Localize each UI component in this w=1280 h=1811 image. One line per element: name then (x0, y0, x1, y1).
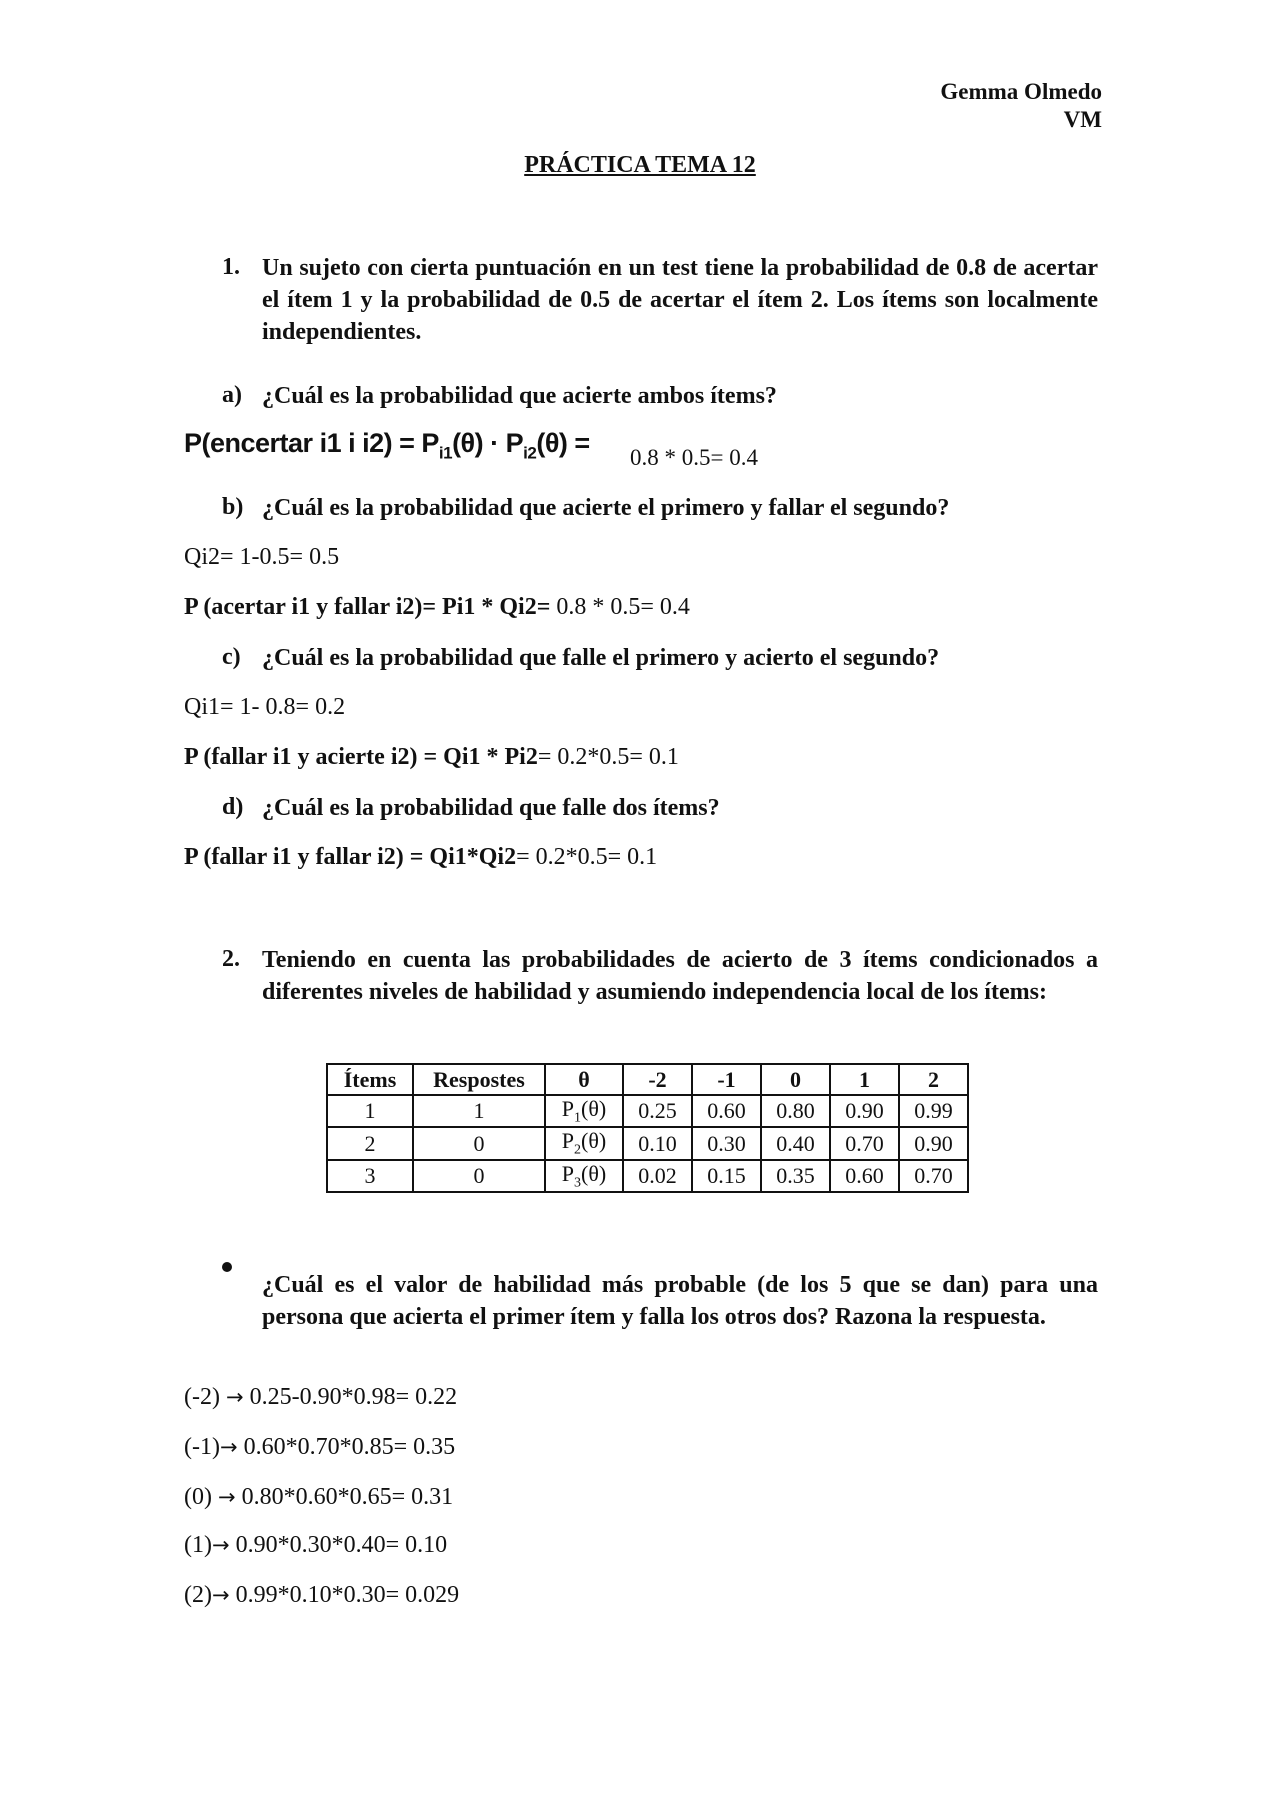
answer-level: (0) (184, 1484, 218, 1510)
q1d-formula-bold: P (fallar i1 y fallar i2) = Qi1*Qi2 (184, 844, 517, 870)
table-cell-value: 0.90 (830, 1095, 899, 1127)
answer-level: (-2) (184, 1384, 226, 1410)
table-cell-response: 1 (413, 1095, 545, 1127)
answer-calc: 0.99*0.10*0.30= 0.029 (229, 1582, 460, 1608)
prob-label-p: P (561, 1096, 575, 1121)
table-cell-value: 0.25 (623, 1095, 692, 1127)
table-cell-value: 0.70 (899, 1160, 968, 1192)
q1c-label: c) (222, 644, 241, 670)
q1d-result: = 0.2*0.5= 0.1 (516, 844, 658, 870)
table-header-cell: θ (545, 1064, 623, 1095)
table-cell-value: 0.60 (692, 1095, 761, 1127)
answer-level: (2) (184, 1582, 212, 1608)
q1a-label: a) (222, 382, 242, 408)
arrow-icon: → (211, 1583, 230, 1607)
answer-calc: 0.25-0.90*0.98= 0.22 (243, 1384, 458, 1410)
q1b-step: Qi2= 1-0.5= 0.5 (184, 544, 340, 570)
arrow-icon: → (219, 1435, 238, 1459)
q2-statement: Teniendo en cuenta las probabilidades de acierto de 3 ítems condicionados a diferentes niveles de habilidad y asumiendo independencia local de los ítems: (262, 947, 1098, 1005)
table-cell-value: 0.40 (761, 1127, 830, 1159)
bullet-dot (222, 1262, 232, 1272)
q1d-question: ¿Cuál es la probabilidad que falle dos ítems? (262, 795, 720, 821)
q1-number: 1. (222, 254, 240, 280)
table-cell-response: 0 (413, 1160, 545, 1192)
table-cell-value: 0.60 (830, 1160, 899, 1192)
q1b-question: ¿Cuál es la probabilidad que acierte el primero y fallar el segundo? (262, 495, 950, 521)
answer-line (184, 1432, 455, 1462)
q1b-formula-bold: P (acertar i1 y fallar i2)= Pi1 * Qi2= (184, 594, 551, 620)
q1c-formula-bold: P (fallar i1 y acierte i2) = Qi1 * Pi2 (184, 744, 538, 770)
q1a-formula-sub1: i1 (438, 443, 453, 463)
page-title (0, 152, 1280, 179)
q1a-result: 0.8 * 0.5= 0.4 (630, 445, 758, 470)
q1b-formula (184, 592, 690, 622)
author-name: Gemma Olmedo (940, 79, 1102, 104)
q1b-label: b) (222, 494, 244, 520)
table-row (327, 1160, 968, 1192)
answer-line (184, 1580, 459, 1610)
table-cell-value: 0.35 (761, 1160, 830, 1192)
table-row (327, 1127, 968, 1159)
prob-label-p: P (561, 1128, 575, 1154)
answer-line (184, 1482, 453, 1512)
q1a-formula-pre: P(encertar i1 i i2) = P (184, 428, 439, 458)
answer-line (184, 1382, 457, 1412)
answer-level: (1) (184, 1532, 212, 1558)
arrow-icon: → (211, 1533, 230, 1557)
answer-calc: 0.60*0.70*0.85= 0.35 (237, 1434, 456, 1460)
table-cell-value: 0.10 (623, 1127, 692, 1159)
table-cell-value: 0.15 (692, 1160, 761, 1192)
arrow-icon: → (225, 1385, 244, 1409)
prob-label-sub: 2 (574, 1142, 582, 1158)
table-cell-item: 1 (327, 1095, 413, 1127)
table-header-cell: Respostes (413, 1064, 545, 1095)
q1a-formula-post: (θ) = (536, 428, 590, 458)
table-cell-prob-label (545, 1095, 623, 1127)
table-cell-value: 0.30 (692, 1127, 761, 1159)
q1a-formula-sub2: i2 (523, 443, 537, 463)
table-cell-prob-label (545, 1127, 623, 1159)
q2-bullet-question: ¿Cuál es el valor de habilidad más probable (de los 5 que se dan) para una persona que acierta el primer ítem y falla los otros dos? Razona la respuesta. (262, 1272, 1098, 1330)
table-header-cell: -2 (623, 1064, 692, 1095)
table-header-cell: 2 (899, 1064, 968, 1095)
q1-statement: Un sujeto con cierta puntuación en un test tiene la probabilidad de 0.8 de acertar el ítem 1 y la probabilidad de 0.5 de acertar el ítem 2. Los ítems son localmente independientes. (262, 255, 1098, 345)
table-row (327, 1095, 968, 1127)
probability-table (326, 1063, 969, 1193)
q1c-question: ¿Cuál es la probabilidad que falle el primero y acierto el segundo? (262, 645, 940, 671)
table-header-cell: 1 (830, 1064, 899, 1095)
q1c-step: Qi1= 1- 0.8= 0.2 (184, 694, 346, 720)
answer-calc: 0.90*0.30*0.40= 0.10 (229, 1532, 448, 1558)
q1b-result: 0.8 * 0.5= 0.4 (556, 594, 690, 620)
table-cell-response: 0 (413, 1127, 545, 1159)
table-cell-value: 0.80 (761, 1095, 830, 1127)
table-header-cell: Ítems (327, 1064, 413, 1095)
answer-level: (-1) (184, 1434, 220, 1460)
table-cell-value: 0.90 (899, 1127, 968, 1159)
prob-label-theta: (θ) (581, 1160, 607, 1186)
q2-number: 2. (222, 946, 240, 972)
answer-line (184, 1530, 447, 1560)
table-cell-prob-label (545, 1160, 623, 1192)
table-cell-item: 2 (327, 1127, 413, 1159)
prob-label-sub: 3 (574, 1175, 582, 1191)
q1a-formula (184, 428, 590, 463)
table-cell-item: 3 (327, 1160, 413, 1192)
prob-label-theta: (θ) (581, 1128, 607, 1154)
table-cell-value: 0.02 (623, 1160, 692, 1192)
q1a-question: ¿Cuál es la probabilidad que acierte ambos ítems? (262, 383, 777, 409)
page-title-text: PRÁCTICA TEMA 12 (524, 152, 756, 178)
q1c-result: = 0.2*0.5= 0.1 (537, 744, 679, 770)
arrow-icon: → (217, 1485, 236, 1509)
table-header-cell: -1 (692, 1064, 761, 1095)
q1a-formula-mid: (θ) · P (452, 428, 524, 458)
prob-label-theta: (θ) (581, 1096, 607, 1121)
prob-label-p: P (561, 1160, 575, 1186)
author-initials: VM (1063, 107, 1102, 132)
table-header-cell: 0 (761, 1064, 830, 1095)
q1d-label: d) (222, 794, 244, 820)
q1d-formula (184, 842, 657, 872)
table-header-row (327, 1064, 968, 1095)
table-cell-value: 0.99 (899, 1095, 968, 1127)
prob-label-sub: 1 (574, 1110, 582, 1126)
q1c-formula (184, 742, 679, 772)
table-cell-value: 0.70 (830, 1127, 899, 1159)
answer-calc: 0.80*0.60*0.65= 0.31 (235, 1484, 454, 1510)
